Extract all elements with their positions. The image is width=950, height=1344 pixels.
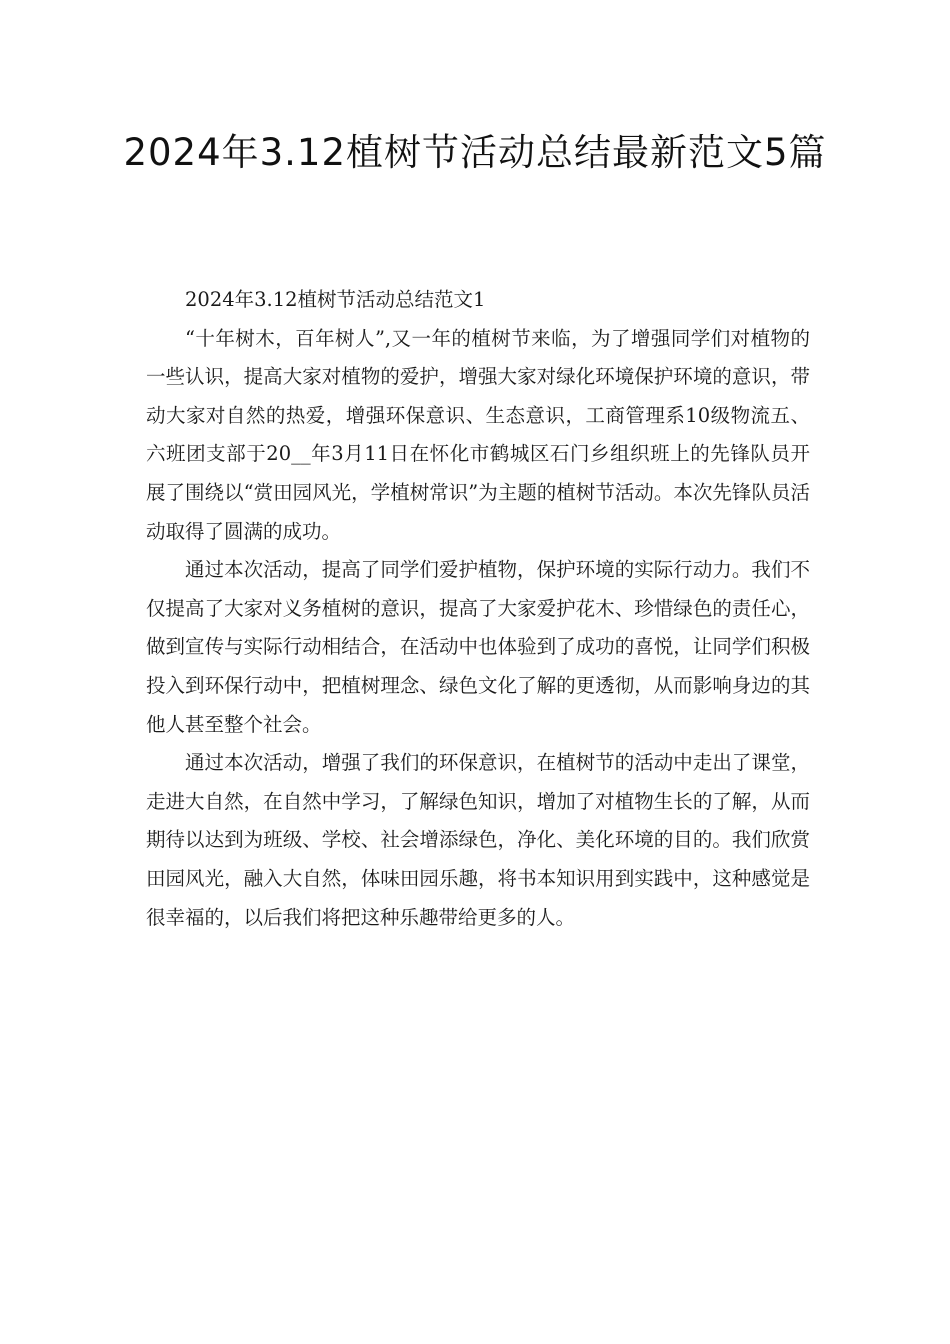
paragraph-3: 通过本次活动，增强了我们的环保意识，在植树节的活动中走出了课堂，走进大自然，在自然中学习，了解绿色知识，增加了对植物生长的了解，从而期待以达到为班级、学校、社会增添绿色，净化、美化环境的目的。我们欣赏田园风光，融入大自然，体味田园乐趣，将书本知识用到实践中，这种感觉是很幸福的，以后我们将把这种乐趣带给更多的人。 <box>146 751 810 929</box>
paragraph-2: 通过本次活动，提高了同学们爱护植物，保护环境的实际行动力。我们不仅提高了大家对义务植树的意识，提高了大家爱护花木、珍惜绿色的责任心，做到宣传与实际行动相结合，在活动中也体验到了成功的喜悦，让同学们积极投入到环保行动中，把植树理念、绿色文化了解的更透彻，从而影响身边的其他人甚至整个社会。 <box>146 558 810 736</box>
paragraph-1: “十年树木，百年树人”,又一年的植树节来临，为了增强同学们对植物的一些认识，提高大家对植物的爱护，增强大家对绿化环境保护环境的意识，带动大家对自然的热爱，增强环保意识、生态意识，工商管理系10级物流五、六班团支部于20__年3月11日在怀化市鹤城区石门乡组织班上的先锋队员开展了围绕以“赏田园风光，学植树常识”为主题的植树节活动。本次先锋队员活动取得了圆满的成功。 <box>146 326 810 543</box>
document-body <box>146 281 810 937</box>
section-heading: 2024年3.12植树节活动总结范文1 <box>185 288 486 311</box>
document-title: 2024年3.12植树节活动总结最新范文5篇 <box>123 131 827 174</box>
